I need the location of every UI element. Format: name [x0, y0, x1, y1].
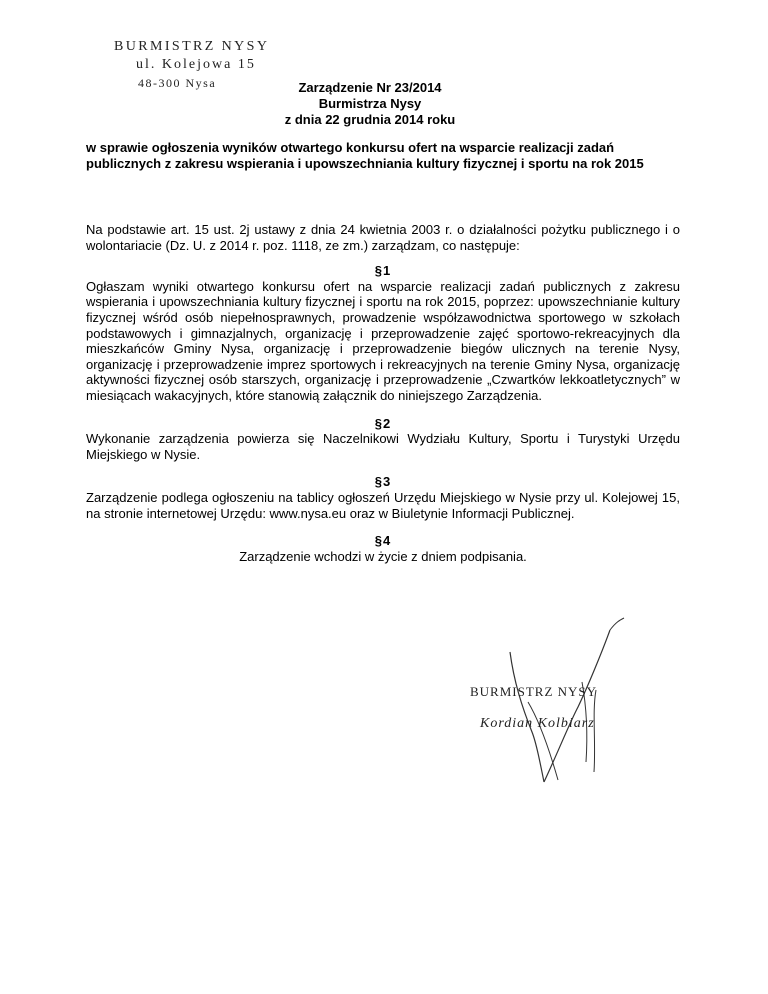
section-3-text: Zarządzenie podlega ogłoszeniu na tablicy ogłoszeń Urzędu Miejskiego w Nysie przy ul. Kolejowej 15, na stronie internetowej Urzędu: www.nysa.eu oraz w Biuletynie Informacji Publicznej. [86, 489, 680, 521]
stamp-city: 48-300 Nysa [138, 76, 217, 90]
signature-title: BURMISTRZ NYSY [470, 684, 598, 699]
ordinance-date: z dnia 22 grudnia 2014 roku [284, 112, 456, 127]
section-4-label: §4 [374, 533, 392, 549]
signatory-name: Kordian Kolbiarz [480, 716, 595, 731]
signature-block [470, 612, 670, 792]
section-1-text: Ogłaszam wyniki otwartego konkursu ofert na wsparcie realizacji zadań publicznych z zakresu wspierania i upowszechniania kultury fizycznej i sportu na rok 2015, poprzez: upowszechnianie kultury fizycznej wśród osób niepełnosprawnych, prowadzenie współzawodnictwa sportowego w szkołach podstawowych i gimnazjalnych, organizację i przeprowadzenie zajęć sportowo-rekreacyjnych dla mieszkańców Gminy Nysa, organizację i przeprowadzenie biegów ulicznych na terenie Nysy, organizację i przeprowadzenie imprez sportowych i rekreacyjnych na terenie Gminy Nysa, organizację aktywności fizycznej osób starszych, organizację i przeprowadzenie „Czwartków lekkoatletycznych” w miesiącach wakacyjnych, które stanowią załącznik do niniejszego Zarządzenia. [86, 278, 680, 403]
section-1-label: §1 [374, 263, 392, 279]
document-heading [220, 80, 520, 128]
ordinance-number: Zarządzenie Nr 23/2014 [298, 80, 442, 95]
stamp-title: BURMISTRZ NYSY [114, 39, 270, 54]
stamp-street: ul. Kolejowa 15 [136, 57, 256, 72]
section-4-text: Zarządzenie wchodzi w życie z dniem podpisania. [239, 548, 527, 564]
section-3-label: §3 [374, 474, 392, 490]
ordinance-subject: w sprawie ogłoszenia wyników otwartego konkursu ofert na wsparcie realizacji zadań publicznych z zakresu wspierania i upowszechniania kultury fizycznej i sportu na rok 2015 [86, 140, 644, 171]
legal-basis: Na podstawie art. 15 ust. 2j ustawy z dnia 24 kwietnia 2003 r. o działalności pożytku publicznego i o wolontariacie (Dz. U. z 2014 r. poz. 1118, ze zm.) zarządzam, co następuje: [86, 222, 680, 253]
handwritten-signature [470, 612, 670, 792]
issuer: Burmistrza Nysy [318, 96, 422, 111]
section-2-label: §2 [374, 415, 392, 431]
section-2-text: Wykonanie zarządzenia powierza się Naczelnikowi Wydziału Kultury, Sportu i Turystyki Urzędu Miejskiego w Nysie. [86, 431, 680, 462]
document-body [86, 222, 680, 564]
